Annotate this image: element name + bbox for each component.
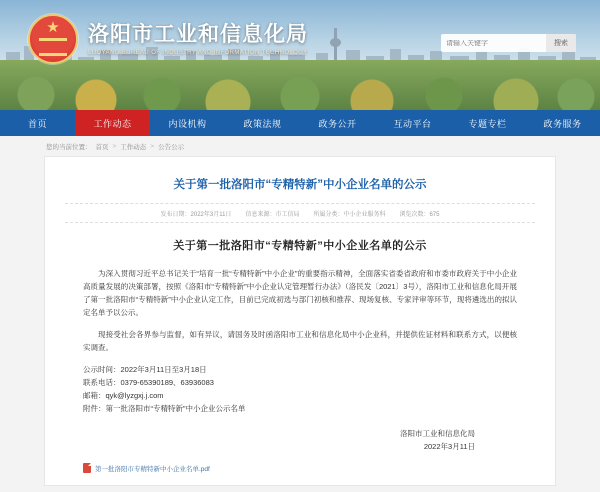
breadcrumb-prefix: 您的当前位置：	[46, 143, 92, 151]
signature-org: 洛阳市工业和信息化局	[400, 429, 475, 438]
site-title-en: LUOYANG BUREAU OF INDUSTRY AND INFORMATION TECHNOLOGY	[88, 50, 308, 56]
national-emblem-icon	[28, 14, 78, 64]
signature-block	[83, 427, 517, 453]
article-paragraph-2: 现接受社会各界参与监督，如有异议，请国务及时函洛阳市工业和信息化局中小企业科，并提供佐证材料和联系方式，以便核实调查。	[83, 330, 517, 352]
nav-item-departments[interactable]: 内设机构	[168, 118, 207, 129]
contact-email: 邮箱：qyk@lyzgxj.j.com	[83, 391, 164, 400]
breadcrumb-item-home[interactable]: 首页	[95, 143, 109, 151]
pdf-icon	[83, 463, 91, 473]
nav-item-services[interactable]: 政务服务	[543, 118, 582, 129]
search-button[interactable]: 搜索	[546, 34, 576, 52]
nav-item-home[interactable]: 首页	[27, 118, 47, 129]
nav-item-interactive[interactable]: 互动平台	[393, 118, 432, 129]
breadcrumb-item-work-updates[interactable]: 工作动态	[120, 143, 147, 151]
main-nav[interactable]	[0, 110, 600, 136]
site-identity	[28, 14, 308, 64]
search-box[interactable]	[441, 34, 576, 52]
site-banner	[0, 0, 600, 110]
nav-item-topics[interactable]: 专题专栏	[468, 118, 507, 129]
page-title: 关于第一批洛阳市“专精特新”中小企业名单的公示	[173, 179, 427, 191]
meta-category: 所属分类：中小企业服务科	[313, 211, 386, 218]
contact-attachment-note: 附件：第一批洛阳市“专精特新”中小企业公示名单	[83, 404, 246, 413]
search-input[interactable]	[441, 40, 546, 47]
breadcrumb	[0, 136, 600, 156]
article-title: 关于第一批洛阳市“专精特新”中小企业名单的公示	[173, 240, 427, 252]
site-title-cn: 洛阳市工业和信息化局	[88, 23, 308, 46]
site-title-block	[88, 22, 308, 56]
attachment-link[interactable]: 第一批洛阳市专精特新中小企业名单.pdf	[95, 465, 210, 473]
banner-foliage	[0, 60, 600, 110]
nav-item-work-updates[interactable]: 工作动态	[75, 110, 150, 136]
breadcrumb-separator-2: >	[150, 142, 155, 150]
contact-phone: 联系电话：0379-65390189、63936083	[83, 378, 214, 387]
contact-public-period: 公示时间：2022年3月11日至3月18日	[83, 365, 207, 374]
content-area	[0, 136, 600, 492]
article-body	[45, 223, 555, 485]
breadcrumb-separator-1: >	[112, 142, 117, 150]
signature-date: 2022年3月11日	[423, 442, 475, 451]
breadcrumb-item-announcements[interactable]: 公告公示	[158, 143, 185, 151]
meta-publish-time: 发布日期：2022年3月11日	[160, 211, 232, 218]
article-card	[44, 156, 556, 486]
article-paragraph-1: 为深入贯彻习近平总书记关于“培育一批“专精特新”中小企业”的重要指示精神，全面落实省委省政府和市委市政府关于中小企业高质量发展的决策部署，按照《洛阳市“专精特新”中小企业认定管理暂行办法》（洛民发〔2021〕3号），洛阳市工业和信息化局开展了第一批洛阳市“专精特新”中小企业认定工作，目前已完成初选与部门初核和推荐、现场复核、专家评审等环节，现将遴选出的拟认定名单予以公示。	[83, 269, 517, 317]
attachment-row[interactable]	[83, 463, 517, 473]
meta-source: 信息来源：市工信局	[245, 211, 300, 218]
meta-views: 浏览次数：675	[399, 211, 440, 218]
article-meta	[65, 203, 535, 223]
nav-item-policy[interactable]: 政策法规	[243, 118, 282, 129]
nav-item-open-government[interactable]: 政务公开	[318, 118, 357, 129]
